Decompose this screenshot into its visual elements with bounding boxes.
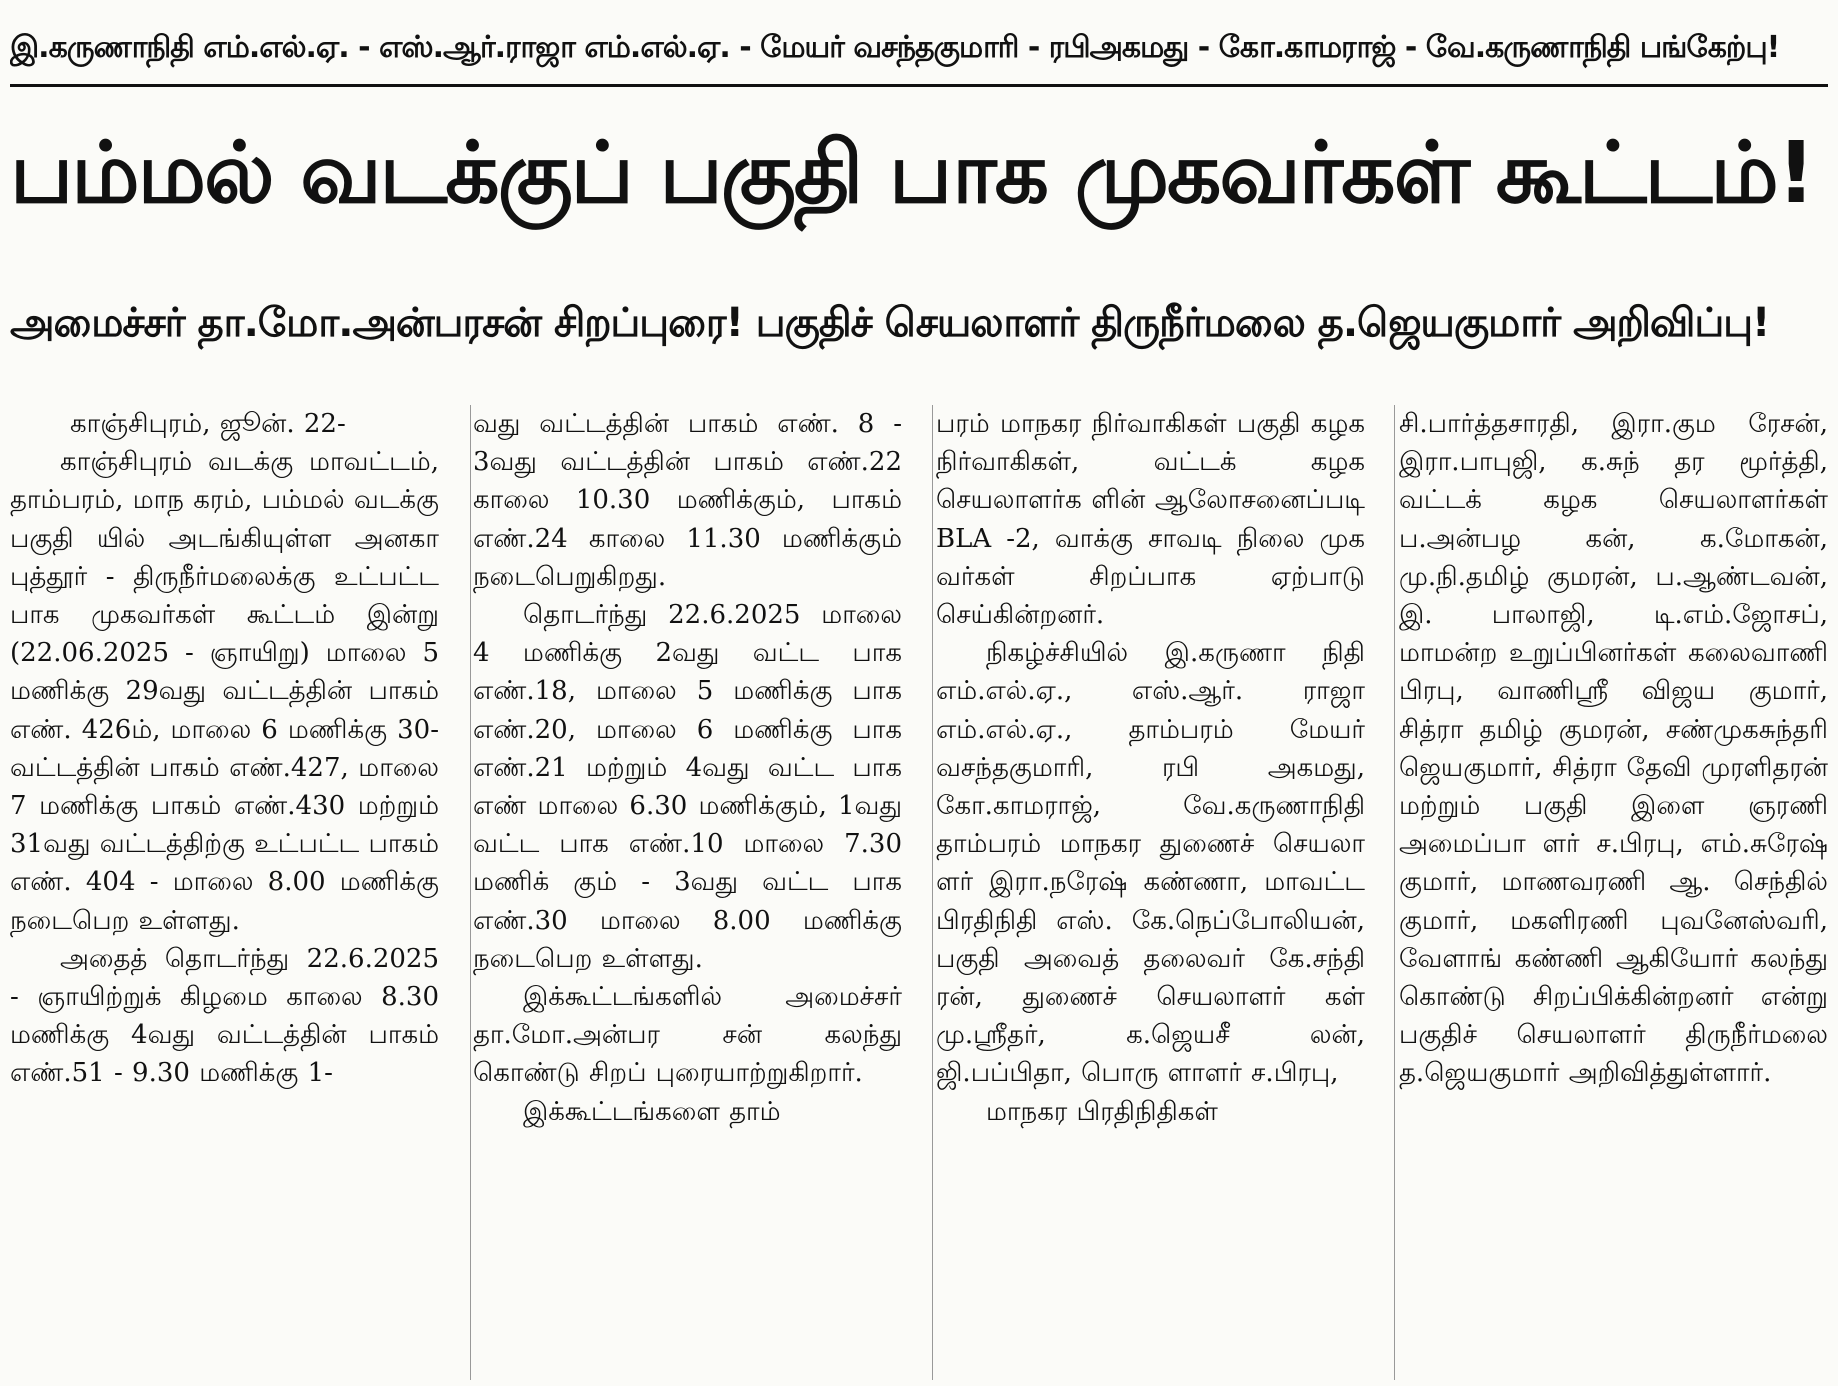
headline: பம்மல் வடக்குப் பகுதி பாக முகவர்கள் கூட்டம்! — [10, 124, 1814, 223]
article-paragraph: சி.பார்த்தசாரதி, இரா.கும ரேசன், இரா.பாபுஜி, க.சுந் தர மூர்த்தி, வட்டக் கழக செயலாளர்கள் ப.அன்பழ கன், க.மோகன், மு.நி.தமிழ் குமரன், ப.ஆண்டவன், இ. பாலாஜி, டி.எம்.ஜோசப், மாமன்ற உறுப்பினர்கள் கலைவாணி பிரபு, வாணிஸ்ரீ விஜய குமார், சித்ரா தமிழ் குமரன், சண்முகசுந்தரி ஜெயகுமார், சித்ரா தேவி முரளிதரன் மற்றும் பகுதி இளை ஞரணி அமைப்பா ளர் ச.பிரபு, எம்.சுரேஷ் குமார், மாணவரணி ஆ. செந்தில் குமார், மகளிரணி புவனேஸ்வரி, வேளாங் கண்ணி ஆகியோர் கலந்து கொண்டு சிறப்பிக்கின்றனர் என்று பகுதிச் செயலாளர் திருநீர்மலை த.ஜெயகுமார் அறிவித்துள்ளார். — [1399, 409, 1828, 1089]
article-paragraph: பரம் மாநகர நிர்வாகிகள் பகுதி கழக நிர்வாகிகள், வட்டக் கழக செயலாளர்க ளின் ஆலோசனைப்படி BLA -2, வாக்கு சாவடி நிலை முக வர்கள் சிறப்பாக ஏற்பாடு செய்கின்றனர். — [936, 409, 1365, 631]
article-column-2 — [473, 405, 902, 1380]
article-paragraph: காஞ்சிபுரம் வடக்கு மாவட்டம், தாம்பரம், மாந கரம், பம்மல் வடக்கு பகுதி யில் அடங்கியுள்ள அனகா புத்தூர் - திருநீர்மலைக்கு உட்பட்ட பாக முகவர்கள் கூட்டம் இன்று (22.06.2025 - ஞாயிறு) மாலை 5 மணிக்கு 29வது வட்டத்தின் பாகம் எண். 426ம், மாலை 6 மணிக்கு 30-வட்டத்தின் பாகம் எண்.427, மாலை 7 மணிக்கு பாகம் எண்.430 மற்றும் 31வது வட்டத்திற்கு உட்பட்ட பாகம் எண். 404 - மாலை 8.00 மணிக்கு நடைபெற உள்ளது. — [10, 447, 439, 936]
article-paragraph: மாநகர பிரதிநிதிகள் — [986, 1096, 1218, 1127]
article-column-3 — [936, 405, 1365, 1380]
dateline: காஞ்சிபுரம், ஜூன். 22- — [70, 409, 346, 439]
article-paragraph: இக்கூட்டங்களை தாம் — [523, 1096, 781, 1127]
article-paragraph: வது வட்டத்தின் பாகம் எண். 8 - 3வது வட்டத்தின் பாகம் எண்.22 காலை 10.30 மணிக்கும், பாகம் எண்.24 காலை 11.30 மணிக்கும் நடைபெறுகிறது. — [473, 409, 902, 592]
article-paragraph: தொடர்ந்து 22.6.2025 மாலை 4 மணிக்கு 2வது வட்ட பாக எண்.18, மாலை 5 மணிக்கு பாக எண்.20, மாலை 6 மணிக்கு பாக எண்.21 மற்றும் 4வது வட்ட பாக எண் மாலை 6.30 மணிக்கும், 1வது வட்ட பாக எண்.10 மாலை 7.30 மணிக் கும் - 3வது வட்ட பாக எண்.30 மாலை 8.00 மணிக்கு நடைபெற உள்ளது. — [473, 600, 902, 974]
article-paragraph: இக்கூட்டங்களில் அமைச்சர் தா.மோ.அன்பர சன் கலந்து கொண்டு சிறப் புரையாற்றுகிறார். — [473, 982, 902, 1089]
article-body — [10, 405, 1828, 1380]
article-paragraph: அதைத் தொடர்ந்து 22.6.2025 - ஞாயிற்றுக் கிழமை காலை 8.30 மணிக்கு 4வது வட்டத்தின் பாகம் எண்.51 - 9.30 மணிக்கு 1- — [10, 943, 439, 1089]
article-column-1 — [10, 405, 439, 1380]
subheadline: அமைச்சர் தா.மோ.அன்பரசன் சிறப்புரை! பகுதிச் செயலாளர் திருநீர்மலை த.ஜெயகுமார் அறிவிப்பு! — [10, 300, 1770, 346]
kicker-line: இ.கருணாநிதி எம்.எல்.ஏ. - எஸ்.ஆர்.ராஜா எம்.எல்.ஏ. - மேயர் வசந்தகுமாரி - ரபிஅகமது - கோ.காமராஜ் - வே.கருணாநிதி பங்கேற்பு! — [10, 30, 1780, 65]
kicker-underline — [10, 84, 1828, 87]
article-paragraph: நிகழ்ச்சியில் இ.கருணா நிதி எம்.எல்.ஏ., எஸ்.ஆர். ராஜா எம்.எல்.ஏ., தாம்பரம் மேயர் வசந்தகுமாரி, ரபி அகமது, கோ.காமராஜ், வே.கருணாநிதி தாம்பரம் மாநகர துணைச் செயலா ளர் இரா.நரேஷ் கண்ணா, மாவட்ட பிரதிநிதி எஸ். கே.நெப்போலியன், பகுதி அவைத் தலைவர் கே.சந்தி ரன், துணைச் செயலாளர் கள் மு.ஸ்ரீதர், க.ஜெயசீ லன், ஜி.பப்பிதா, பொரு ளாளர் ச.பிரபு, — [936, 638, 1365, 1089]
article-column-4 — [1399, 405, 1828, 1380]
